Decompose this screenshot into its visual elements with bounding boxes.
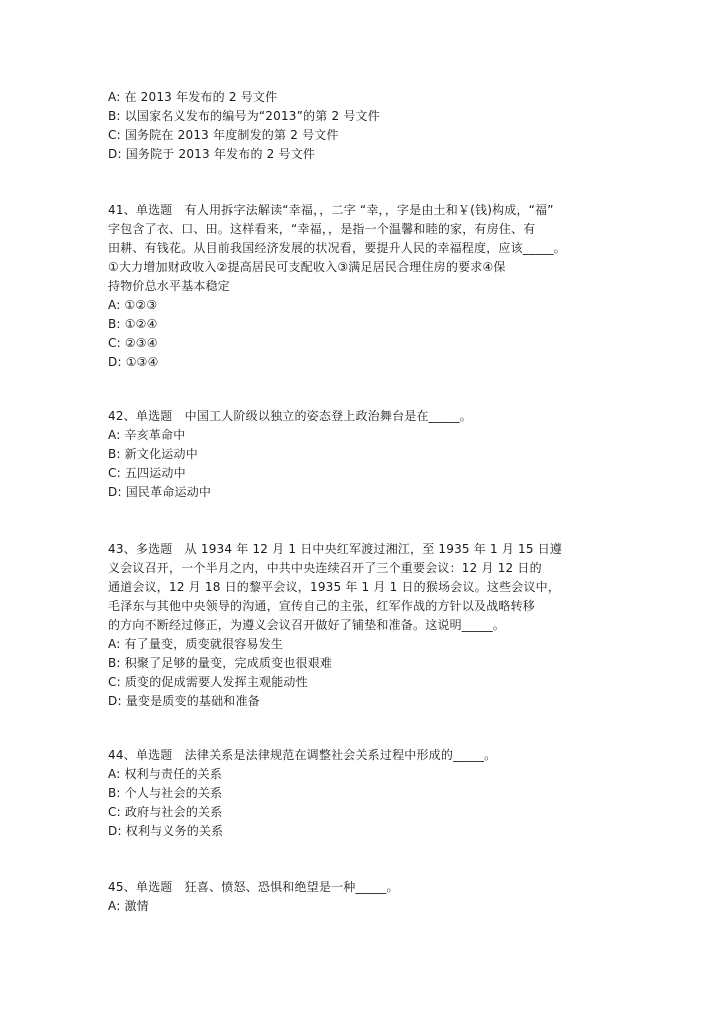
option-d: D: 量变是质变的基础和准备 <box>108 694 260 708</box>
question-text-line: 通道会议，12 月 18 日的黎平会议，1935 年 1 月 1 日的猴场会议。这些会议中， <box>108 580 561 594</box>
option-a: A: 激情 <box>108 899 149 913</box>
option-d: D: 权利与义务的关系 <box>108 824 224 838</box>
question-text-line: 字包含了衣、口、田。这样看来，“幸福，，是指一个温馨和睦的家，有房住、有 <box>108 222 536 236</box>
option-b: B: 个人与社会的关系 <box>108 786 223 800</box>
option-c: C: ②③④ <box>108 336 158 350</box>
question-text-line: 43、多选题 从 1934 年 12 月 1 日中央红军渡过湘江，至 1935 年 1 月 15 日遵 <box>108 542 563 556</box>
question-text-line: 42、单选题 中国工人阶级以独立的姿态登上政治舞台是在_____。 <box>108 409 472 423</box>
option-b: B: 新文化运动中 <box>108 447 198 461</box>
option-d: D: 国务院于 2013 年发布的 2 号文件 <box>108 147 316 161</box>
option-a: A: ①②③ <box>108 298 158 312</box>
question-text-line: 毛泽东与其他中央领导的沟通，宣传自己的主张，红军作战的方针以及战略转移 <box>108 599 536 613</box>
option-a: A: 辛亥革命中 <box>108 428 186 442</box>
question-text-line: 义会议召开，一个半月之内，中共中央连续召开了三个重要会议：12 月 12 日的 <box>108 561 542 575</box>
option-c: C: 质变的促成需要人发挥主观能动性 <box>108 675 308 689</box>
q40-options <box>108 88 618 164</box>
option-a: A: 权利与责任的关系 <box>108 767 223 781</box>
question-43 <box>108 540 618 711</box>
question-text-line: 41、单选题 有人用拆字法解读“幸福，，二字 “幸，，字是由土和￥(钱)构成，“福” <box>108 203 554 217</box>
option-b: B: 积聚了足够的量变，完成质变也很艰难 <box>108 656 333 670</box>
question-text-line: 45、单选题 狂喜、愤怒、恐惧和绝望是一种_____。 <box>108 880 399 894</box>
option-b: B: 以国家名义发布的编号为“2013”的第 2 号文件 <box>108 109 380 123</box>
question-text-line: 44、单选题 法律关系是法律规范在调整社会关系过程中形成的_____。 <box>108 748 497 762</box>
question-42 <box>108 407 618 502</box>
question-text-line: 田耕、有钱花。从目前我国经济发展的状况看，要提升人民的幸福程度，应该_____。 <box>108 241 567 255</box>
option-a: A: 在 2013 年发布的 2 号文件 <box>108 90 278 104</box>
option-c: C: 国务院在 2013 年度制发的第 2 号文件 <box>108 128 339 142</box>
option-c: C: 五四运动中 <box>108 466 186 480</box>
question-44 <box>108 746 618 841</box>
option-d: D: 国民革命运动中 <box>108 485 212 499</box>
question-45 <box>108 878 618 916</box>
option-c: C: 政府与社会的关系 <box>108 805 223 819</box>
question-text-line: 的方向不断经过修正，为遵义会议召开做好了铺垫和准备。这说明_____。 <box>108 618 506 632</box>
question-text-line: 持物价总水平基本稳定 <box>108 279 231 293</box>
question-text-line: ①大力增加财政收入②提高居民可支配收入③满足居民合理住房的要求④保 <box>108 260 506 274</box>
option-b: B: ①②④ <box>108 317 158 331</box>
option-a: A: 有了量变，质变就很容易发生 <box>108 637 284 651</box>
option-d: D: ①③④ <box>108 355 159 369</box>
question-41 <box>108 201 618 372</box>
